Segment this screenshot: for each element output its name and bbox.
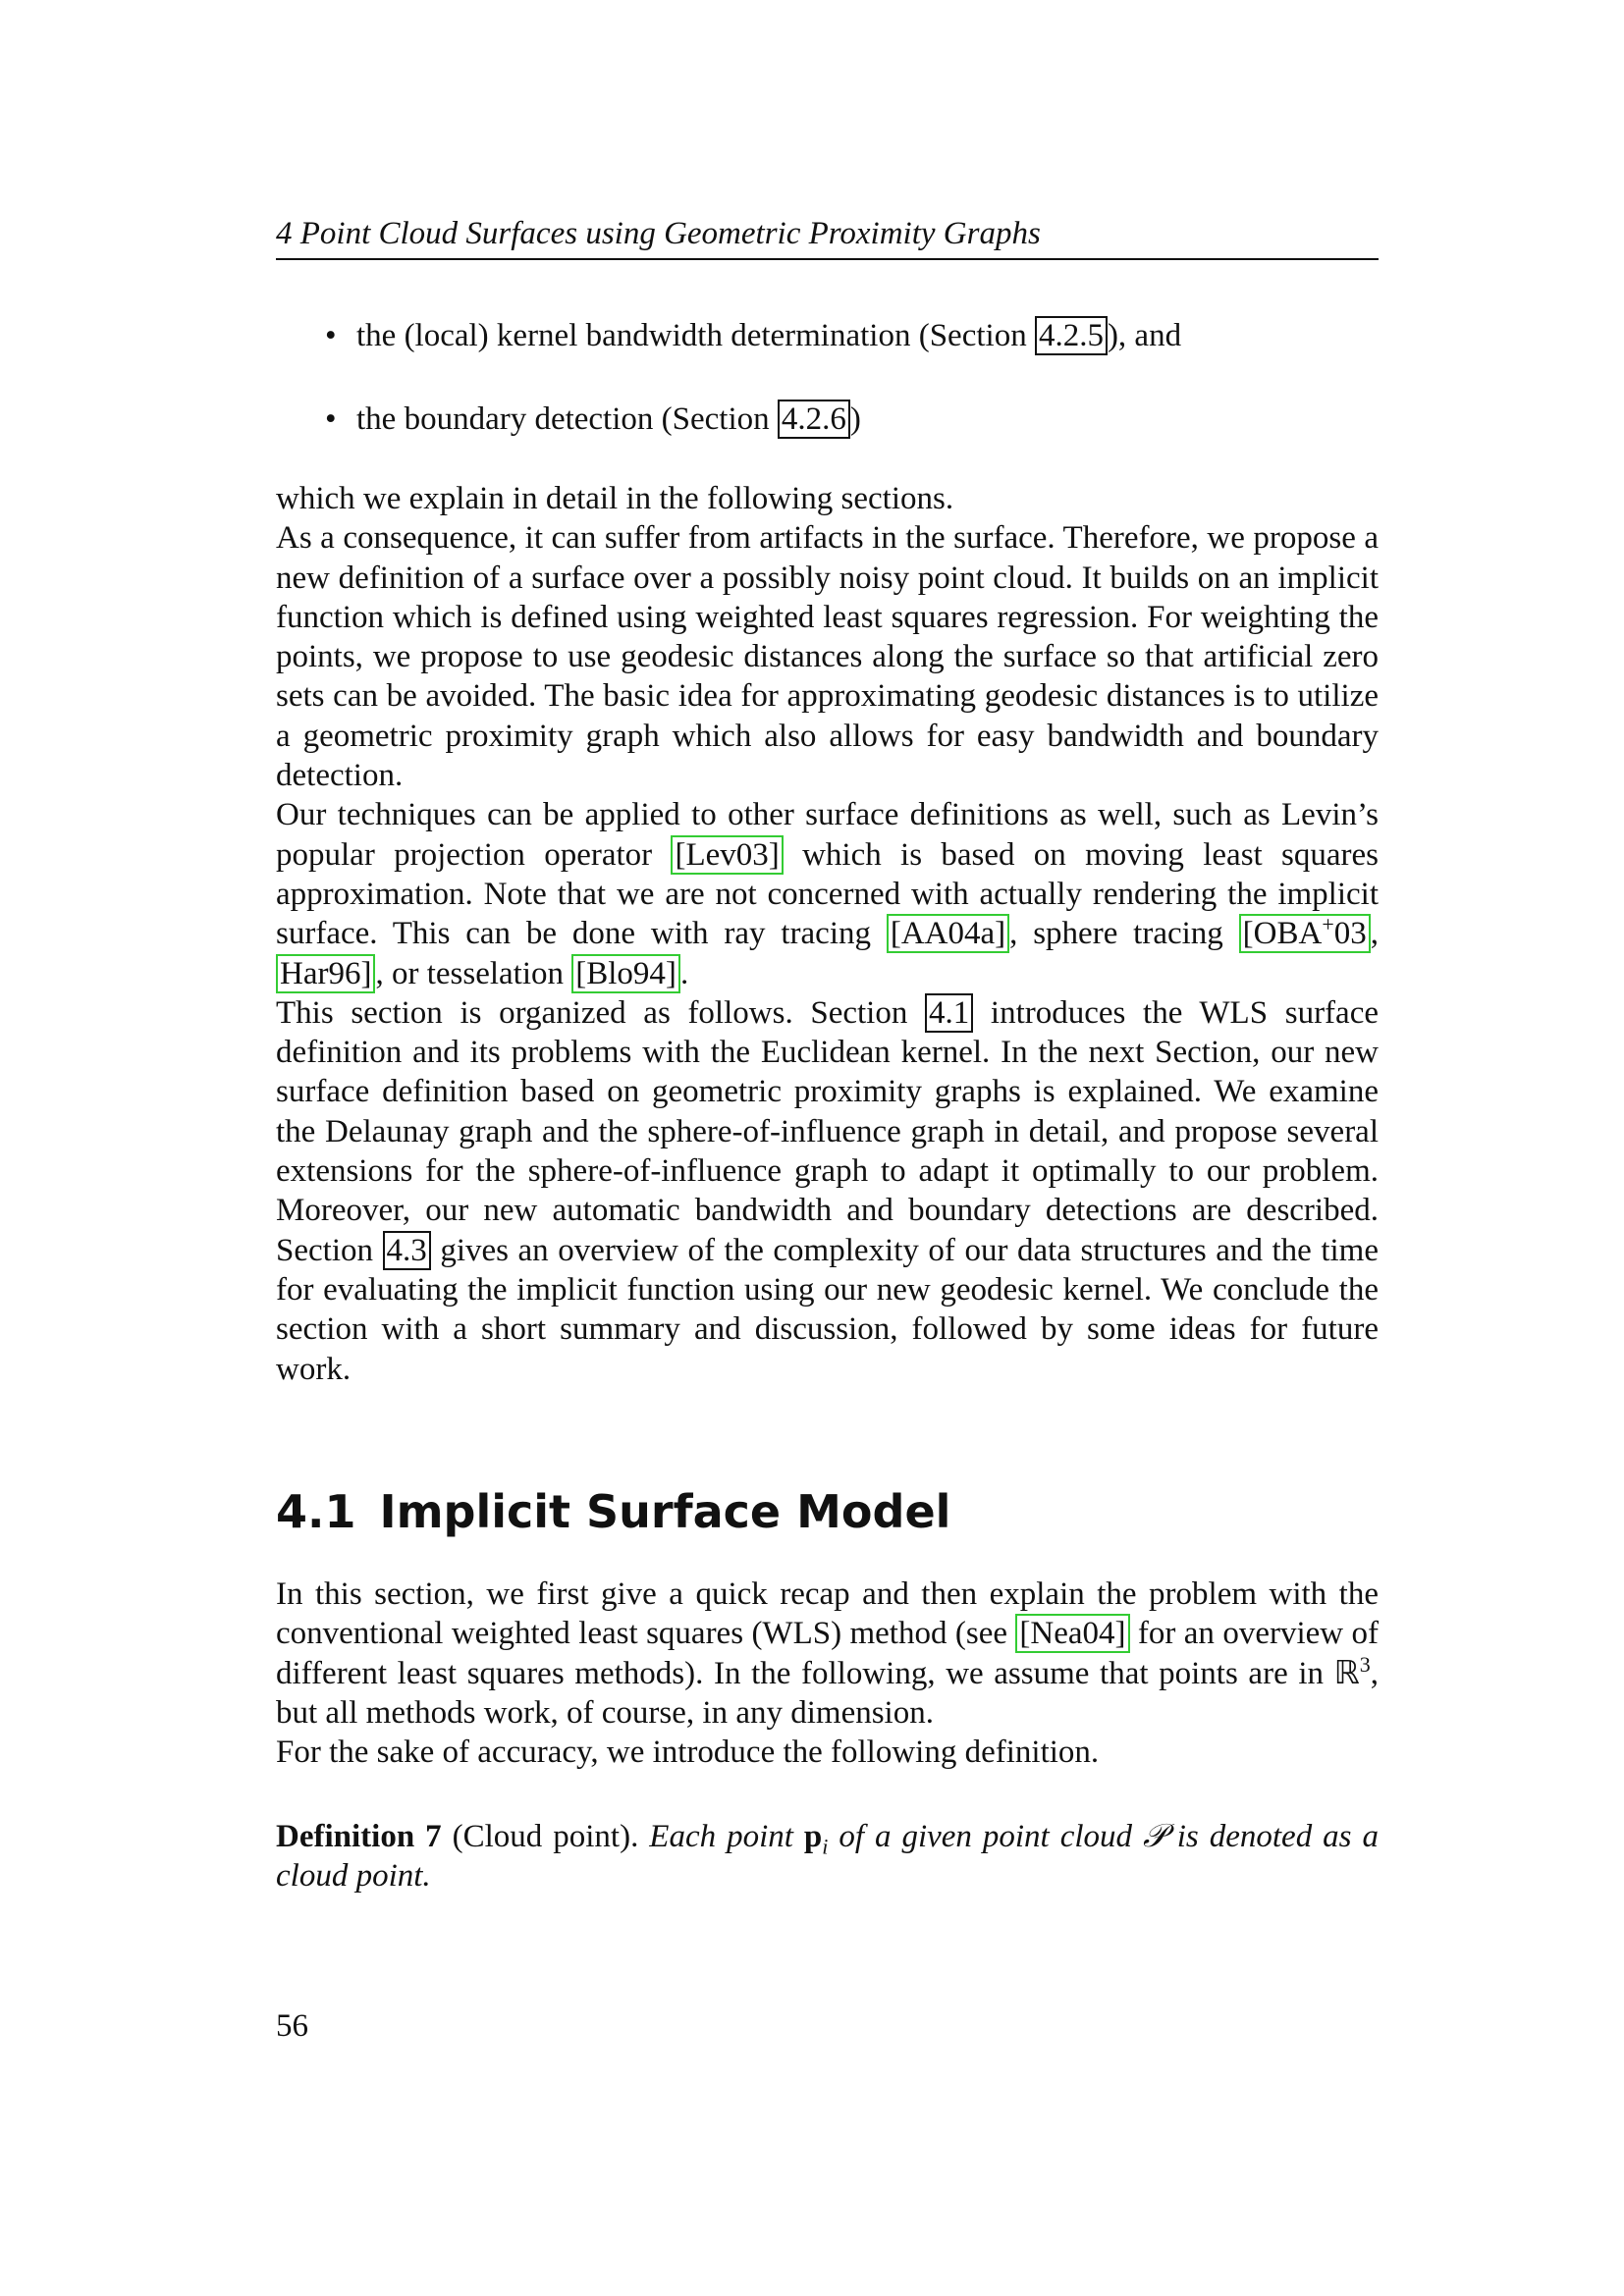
running-head: 4 Point Cloud Surfaces using Geometric Proximity Graphs [276, 214, 1379, 260]
citation-link[interactable]: Har96] [276, 954, 375, 993]
citation-link[interactable]: [Blo94] [571, 954, 680, 993]
paragraph-text: for an overview of different least squares methods). In the following, we assume that points are in ℝ [276, 1616, 1379, 1691]
citation-link[interactable]: [Lev03] [671, 835, 783, 875]
citation-link[interactable] [1239, 914, 1371, 953]
list-item-text: the (local) kernel bandwidth determination (Section [356, 318, 1035, 353]
definition-text: Each point [638, 1819, 804, 1854]
list-item-text: ) [849, 401, 861, 437]
paragraph-text: , but all methods work, of course, in any dimension. [276, 1655, 1379, 1731]
paragraph-text: gives an overview of the complexity of our data structures and the time for evaluating the implicit function using our new geodesic kernel. We conclude the section with a short summary and discussion, followed by some ideas for future work. [276, 1232, 1379, 1387]
definition-text: is denoted as a cloud point. [276, 1819, 1379, 1895]
paragraph: For the sake of accuracy, we introduce the following definition. [276, 1735, 1100, 1771]
section-title: Implicit Surface Model [379, 1485, 951, 1538]
citation-link[interactable]: [AA04a] [887, 914, 1009, 953]
page-number: 56 [276, 2008, 308, 2044]
paragraph: which we explain in detail in the following sections. [276, 481, 954, 516]
section-ref-link[interactable]: 4.2.6 [778, 400, 850, 439]
paragraph [276, 1575, 1379, 1733]
section-heading [276, 1484, 1379, 1539]
bullet-icon: • [325, 401, 337, 437]
section-body [276, 1575, 1379, 1772]
section-ref-link[interactable]: 4.2.5 [1035, 316, 1108, 355]
definition-block [276, 1816, 1379, 1896]
definition-name: (Cloud point). [441, 1819, 639, 1854]
paragraph-text: , [1370, 916, 1379, 952]
bullet-list [276, 316, 1379, 439]
math-subscript: i [822, 1834, 829, 1859]
citation-text: [OBA [1242, 916, 1323, 952]
paragraph-text: In this section, we first give a quick recap and then explain the problem with the conventional weighted least squares (WLS) method (see [276, 1576, 1379, 1652]
section-ref-link[interactable]: 4.3 [383, 1231, 431, 1270]
citation-text: 03 [1333, 916, 1367, 952]
paragraph-text: . [679, 955, 689, 991]
math-symbol: 𝒫 [1142, 1816, 1166, 1854]
paragraph-text: Our techniques can be applied to other surface definitions as well, such as Levin’s popular projection operator [276, 797, 1379, 873]
definition-text: of a given point cloud [828, 1819, 1143, 1854]
paragraph: As a consequence, it can suffer from artifacts in the surface. Therefore, we propose a new definition of a surface over a possibly noisy point cloud. It builds on an implicit function which is defined using weighted least squares regression. For weighting the points, we propose to use geodesic distances along the surface so that artificial zero sets can be avoided. The basic idea for approximating geodesic distances is to utilize a geometric proximity graph which also allows for easy bandwidth and boundary detection. [276, 520, 1379, 794]
section-number: 4.1 [276, 1485, 356, 1538]
paragraph-text: This section is organized as follows. Section [276, 994, 925, 1031]
list-item-text: ), and [1107, 318, 1182, 353]
paragraph [276, 795, 1379, 992]
paragraph-text: , sphere tracing [1009, 916, 1239, 952]
citation-superscript: + [1322, 912, 1334, 937]
list-item [276, 400, 1379, 439]
bullet-icon: • [325, 318, 337, 353]
superscript: 3 [1359, 1651, 1371, 1677]
section-ref-link[interactable]: 4.1 [925, 993, 973, 1033]
math-symbol: p [803, 1819, 823, 1854]
citation-link[interactable]: [Nea04] [1015, 1614, 1129, 1653]
list-item-text: the boundary detection (Section [356, 401, 778, 437]
list-item [276, 316, 1379, 355]
intro-content [276, 316, 1379, 1389]
paragraph-text: which is based on moving least squares approximation. Note that we are not concerned with actually rendering the implicit surface. This can be done with ray tracing [276, 836, 1379, 952]
definition-label: Definition 7 [276, 1819, 442, 1854]
paragraph-text: , or tesselation [375, 955, 572, 991]
paragraph [276, 993, 1379, 1389]
paragraph-text: introduces the WLS surface definition and its problems with the Euclidean kernel. In the next Section, our new surface definition based on geometric proximity graphs is explained. We examine the Delaunay graph and the sphere-of-influence graph in detail, and propose several extensions for the sphere-of-influence graph to adapt it optimally to our problem. Moreover, our new automatic bandwidth and boundary detections are described. Section [276, 994, 1379, 1268]
